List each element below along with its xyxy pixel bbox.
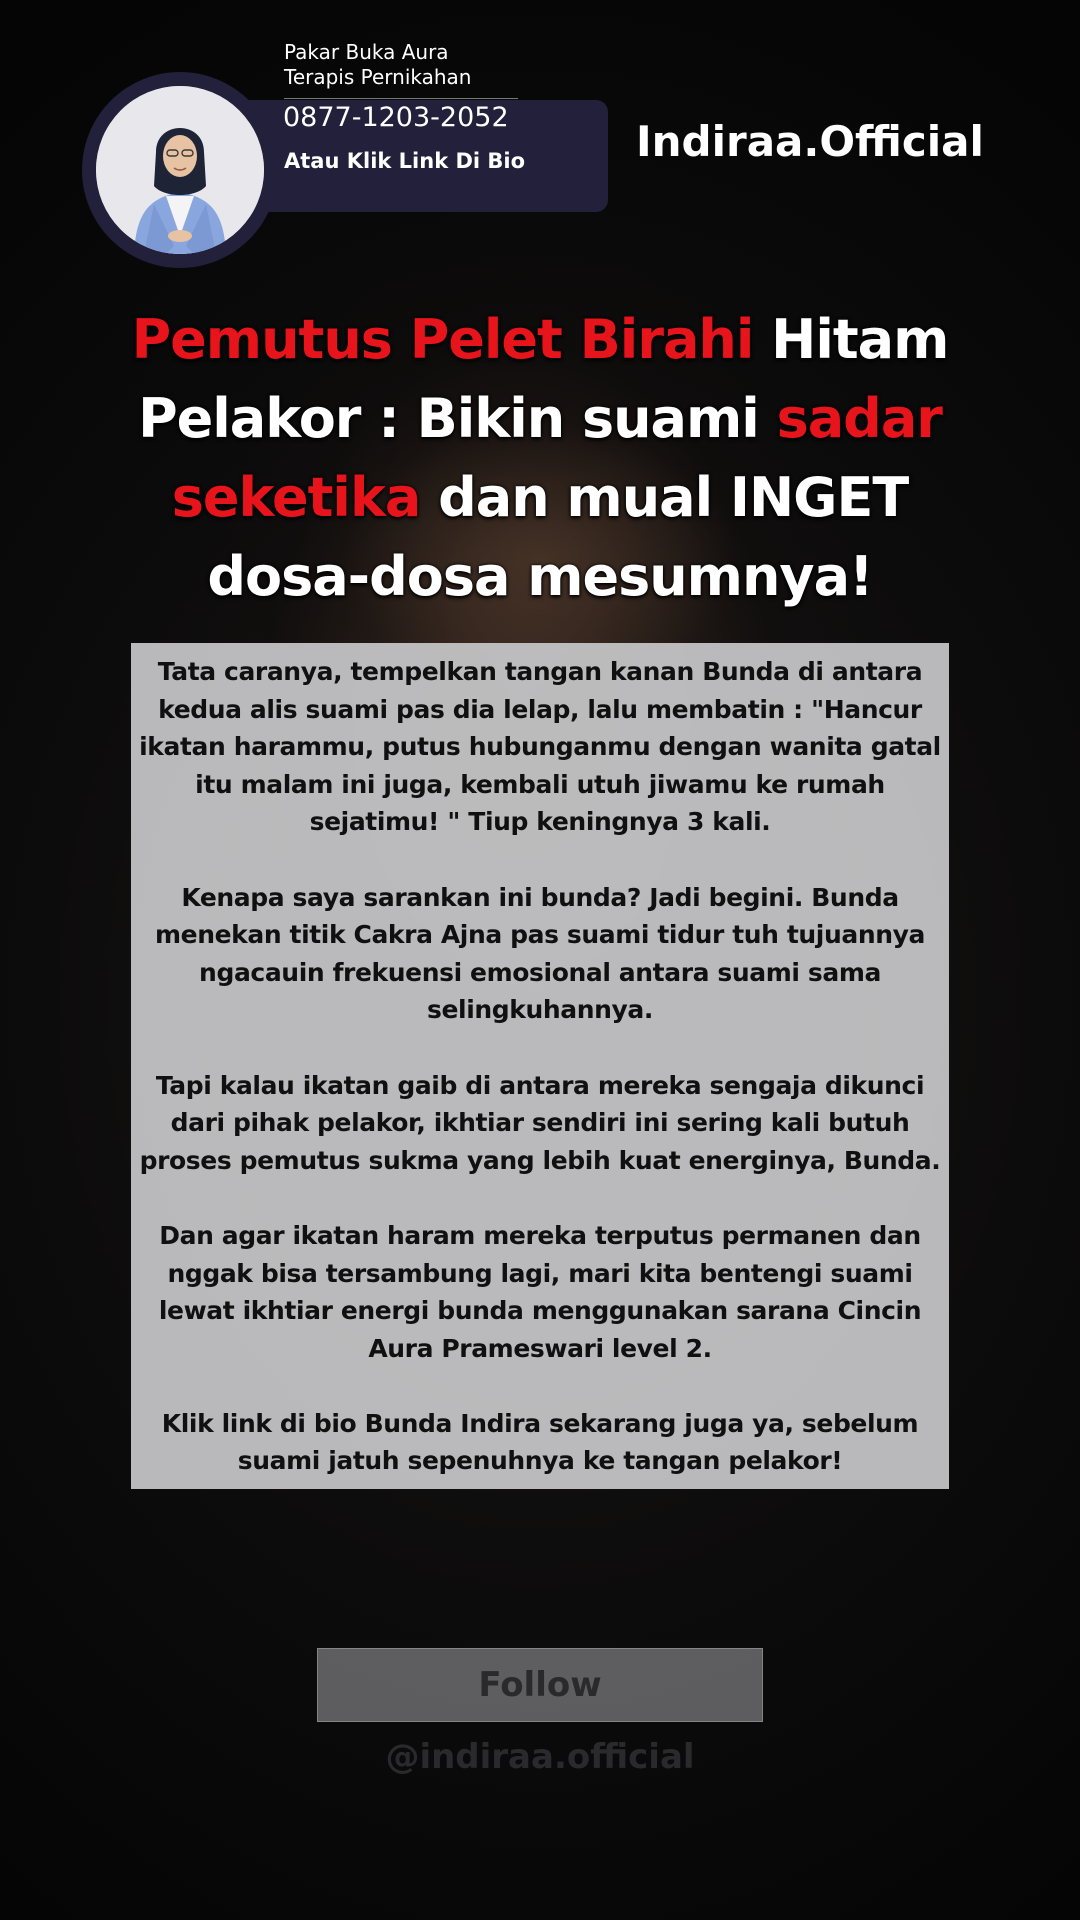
body-text-card (131, 643, 949, 1489)
headline-red-2: sadar seketika (171, 387, 942, 529)
headline-white-2: dan mual INGET dosa-dosa mesumnya! (207, 466, 909, 608)
contact-divider (284, 98, 518, 99)
headline-white-1: Hitam Pelakor : Bikin suami (138, 308, 949, 450)
role-line-2: Terapis Pernikahan (284, 65, 472, 89)
follow-button[interactable]: Follow @indiraa.official (317, 1648, 763, 1722)
body-paragraph: Klik link di bio Bunda Indira sekarang juga ya, sebelum suami jatuh sepenuhnya ke tangan pelakor! (161, 1408, 919, 1476)
body-paragraph: Dan agar ikatan haram mereka terputus permanen dan nggak bisa tersambung lagi, mari kita bentengi suami lewat ikhtiar energi bunda menggunakan sarana Cincin Aura Prameswari level 2. (158, 1220, 922, 1363)
woman-in-hijab-icon (96, 86, 264, 254)
body-paragraph: Tata caranya, tempelkan tangan kanan Bunda di antara kedua alis suami pas dia lelap, lalu membatin : "Hancur ikatan harammu, putus hubunganmu dengan wanita gatal itu malam ini juga, kembali utuh jiwamu ke rumah sejatimu! " Tiup keningnya 3 kali. (139, 657, 941, 837)
avatar-ring (82, 72, 278, 268)
avatar (96, 86, 264, 254)
role-line-1: Pakar Buka Aura (284, 40, 449, 64)
headline-red-1: Pemutus Pelet Birahi (131, 308, 754, 371)
body-paragraph: Tapi kalau ikatan gaib di antara mereka sengaja dikunci dari pihak pelakor, ikhtiar sendiri ini sering kali butuh proses pemutus sukma yang lebih kuat energinya, Bunda. (139, 1070, 941, 1175)
brand-name: Indiraa.Official (636, 117, 984, 166)
role-title (284, 40, 524, 90)
headline (110, 300, 970, 616)
bio-link-hint: Atau Klik Link Di Bio (284, 149, 526, 173)
phone-number[interactable]: 0877-1203-2052 (283, 102, 509, 133)
body-paragraph: Kenapa saya sarankan ini bunda? Jadi begini. Bunda menekan titik Cakra Ajna pas suami tidur tuh tujuannya ngacauin frekuensi emosional antara suami sama selingkuhannya. (154, 882, 926, 1025)
